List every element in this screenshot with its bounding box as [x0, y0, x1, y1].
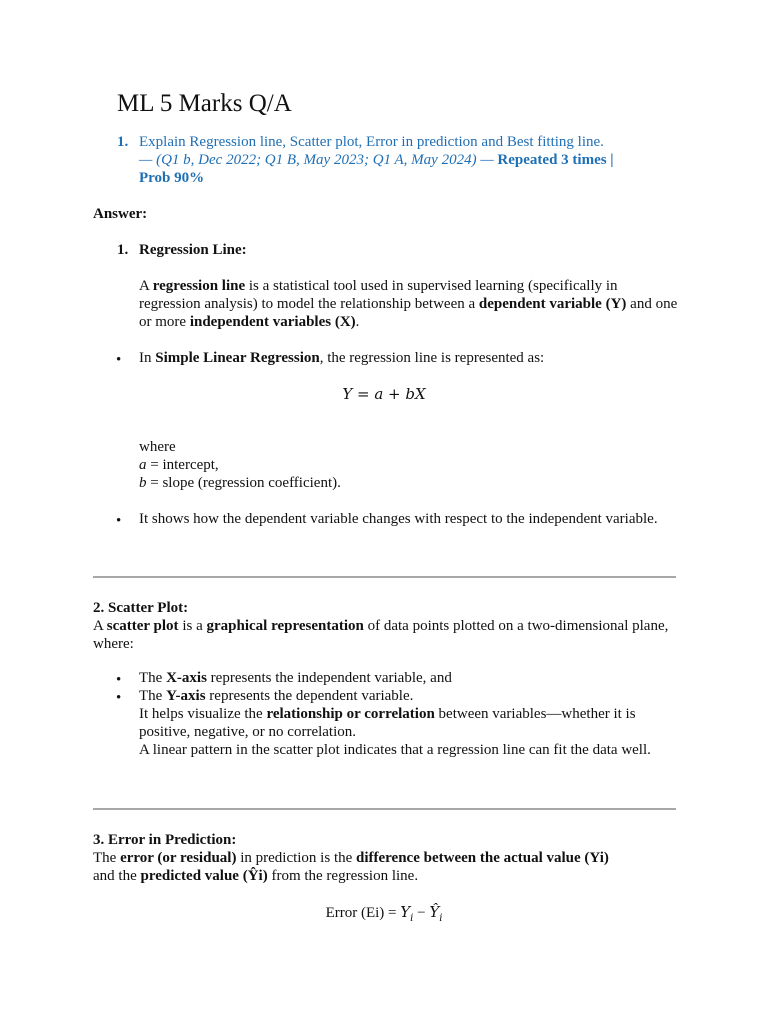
error-formula: Error $(Ei) = Y_i$ − $Ŷ_i$ — [325, 903, 443, 924]
regression-formula: Y = a + bX — [342, 385, 426, 403]
answer-label: Answer: — [93, 206, 148, 222]
section1-bullet-2: It shows how the dependent variable changes with respect to the independent variable. — [139, 511, 658, 527]
question-text: Explain Regression line, Scatter plot, Error in prediction and Best fitting line. — (Q1 b, Dec 2022; Q1 B, May 2023; Q1 A, May 2024) — Repeated 3 times | Prob 90% — [139, 134, 614, 186]
section1-bullet-1: In Simple Linear Regression, the regression line is represented as: — [139, 350, 545, 366]
question-number: 1. — [117, 134, 129, 150]
section2-paragraph: A scatter plot is a graphical representation of data points plotted on a two-dimensional plane, where: — [93, 618, 669, 652]
bullet-glyph: • — [116, 690, 122, 706]
question-block — [117, 133, 692, 187]
bullet-glyph: • — [116, 672, 122, 688]
divider — [93, 808, 676, 810]
section2-bullet-2: The Y-axis represents the dependent variable. It helps visualize the relationship or correlation between variables—whether it is positive, negative, or no correlation. A linear pattern in the scatter plot indicates that a regression line can fit the data well. — [139, 688, 651, 758]
formula-where: where a = intercept, b = slope (regression coefficient). — [139, 439, 341, 491]
bullet-glyph: • — [116, 513, 122, 529]
section2-heading: 2. Scatter Plot: — [93, 600, 189, 616]
divider — [93, 576, 676, 578]
page-title: ML 5 Marks Q/A — [117, 90, 292, 117]
section1-paragraph: A regression line is a statistical tool used in supervised learning (specifically in regression analysis) to model the relationship between a dependent variable (Y) and one or more independent variables (X). — [139, 278, 678, 330]
section3-heading: 3. Error in Prediction: — [93, 832, 237, 848]
section2-bullet-1: The X-axis represents the independent variable, and — [139, 670, 452, 686]
bullet-glyph: • — [116, 352, 122, 368]
section3-paragraph: The error (or residual) in prediction is the difference between the actual value (Yi) and the predicted value (Ŷi) from the regression line. — [93, 850, 609, 884]
section1-heading: 1. Regression Line: — [117, 242, 247, 258]
